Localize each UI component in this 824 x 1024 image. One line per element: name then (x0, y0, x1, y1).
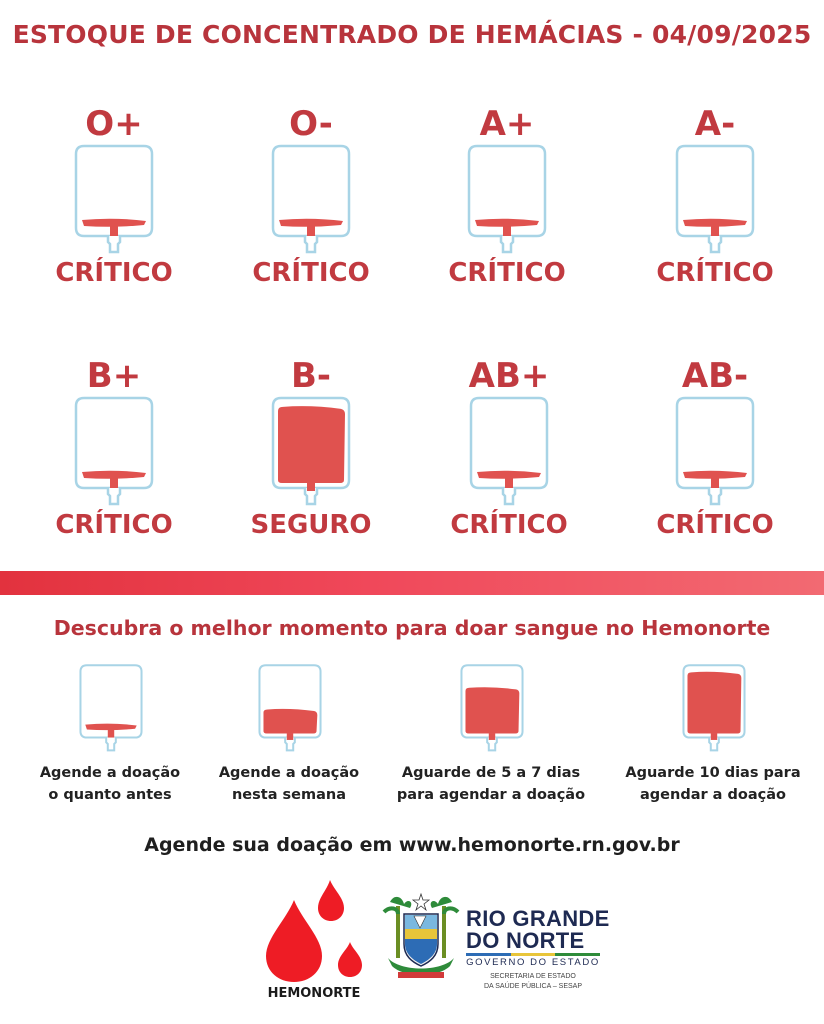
bag-tube (305, 236, 317, 252)
stock-status-label: CRÍTICO (448, 258, 566, 288)
bag-tube (501, 236, 513, 252)
hemonorte-logo-text: HEMONORTE (267, 986, 361, 1001)
legend-line-2: para agendar a doação (396, 787, 586, 803)
blood-bag-icon (467, 394, 551, 506)
blood-drops-icon (258, 880, 370, 984)
legend-item-this-week (194, 662, 384, 812)
flag-stripe (466, 953, 600, 956)
legend-title: Descubra o melhor momento para doar sangue no Hemonorte (53, 616, 771, 640)
bag-drip (503, 226, 511, 236)
bag-tube (503, 488, 515, 504)
bag-drip (287, 734, 293, 740)
blood-bag-icon (72, 142, 156, 254)
bag-fill (263, 709, 317, 734)
stock-status-label: SEGURO (250, 510, 372, 540)
legend-line-1: Agende a doação (39, 765, 181, 781)
rn-logo-line-2: DO NORTE (466, 928, 585, 953)
legend-line-2: o quanto antes (48, 787, 172, 803)
blood-bag-icon (77, 662, 145, 752)
blood-type-label: O+ (85, 104, 143, 144)
bag-tube (106, 738, 116, 751)
stock-card-b-pos (39, 356, 189, 566)
blood-bag-icon (673, 142, 757, 254)
stock-status-label: CRÍTICO (252, 258, 370, 288)
bag-drip (711, 226, 719, 236)
legend-item-urgent (15, 662, 205, 812)
bag-drip (489, 734, 495, 740)
page-title: ESTOQUE DE CONCENTRADO DE HEMÁCIAS - 04/09/2025 (12, 20, 812, 49)
stock-card-a-neg (640, 104, 790, 314)
legend-line-1: Agende a doação (218, 765, 360, 781)
hemonorte-logo (258, 880, 370, 1010)
stock-status-label: CRÍTICO (656, 258, 774, 288)
schedule-link-text[interactable]: Agende sua doação em www.hemonorte.rn.gov.br (144, 834, 680, 856)
legend-line-2: nesta semana (231, 787, 347, 803)
stock-card-o-neg (236, 104, 386, 314)
stock-card-ab-neg (640, 356, 790, 566)
stock-card-b-neg (236, 356, 386, 566)
blood-bag-icon (465, 142, 549, 254)
bag-tube (108, 488, 120, 504)
legend-line-2: agendar a doação (640, 787, 786, 803)
legend-line-1: Aguarde 10 dias para (625, 765, 801, 781)
bag-fill (465, 687, 519, 733)
bag-drip (110, 226, 118, 236)
blood-type-label: B- (290, 356, 332, 396)
bag-tube (108, 236, 120, 252)
rn-logo-secretariat-1: SECRETARIA DE ESTADO (490, 973, 576, 980)
stock-card-o-pos (39, 104, 189, 314)
stock-status-label: CRÍTICO (55, 510, 173, 540)
stock-card-a-pos (432, 104, 582, 314)
blood-bag-icon (269, 394, 353, 506)
rn-logo-line-1: RIO GRANDE (466, 906, 610, 931)
bag-drip (108, 730, 114, 738)
bag-drip (110, 478, 118, 488)
blood-type-label: B+ (86, 356, 142, 396)
bag-drip (711, 478, 719, 488)
blood-bag-icon (72, 394, 156, 506)
blood-type-label: A+ (479, 104, 535, 144)
blood-bag-icon (458, 662, 526, 752)
blood-type-label: A- (694, 104, 736, 144)
legend-item-10-days (618, 662, 808, 812)
stock-status-label: CRÍTICO (450, 510, 568, 540)
blood-bag-icon (680, 662, 748, 752)
bag-tube (709, 488, 721, 504)
blood-type-label: O- (289, 104, 333, 144)
bag-drip (307, 483, 315, 491)
bag-drip (711, 734, 717, 740)
legend-line-1: Aguarde de 5 a 7 dias (401, 765, 581, 781)
blood-bag-icon (256, 662, 324, 752)
blood-type-label: AB+ (468, 356, 550, 396)
bag-fill (278, 406, 345, 483)
legend-item-5-7-days (396, 662, 586, 812)
stock-status-label: CRÍTICO (656, 510, 774, 540)
state-coat-of-arms-icon (380, 892, 462, 984)
bag-drip (505, 478, 513, 488)
rn-logo-secretariat-2: DA SAÚDE PÚBLICA – SESAP (483, 983, 583, 990)
blood-bag-icon (673, 394, 757, 506)
rn-government-logo (380, 890, 610, 1000)
stock-status-label: CRÍTICO (55, 258, 173, 288)
bag-drip (307, 226, 315, 236)
bag-tube (709, 236, 721, 252)
blood-type-label: AB- (681, 356, 749, 396)
divider-band (0, 571, 824, 595)
bag-fill (687, 672, 741, 734)
stock-card-ab-pos (434, 356, 584, 566)
rn-logo-government: GOVERNO DO ESTADO (466, 957, 600, 968)
blood-bag-icon (269, 142, 353, 254)
